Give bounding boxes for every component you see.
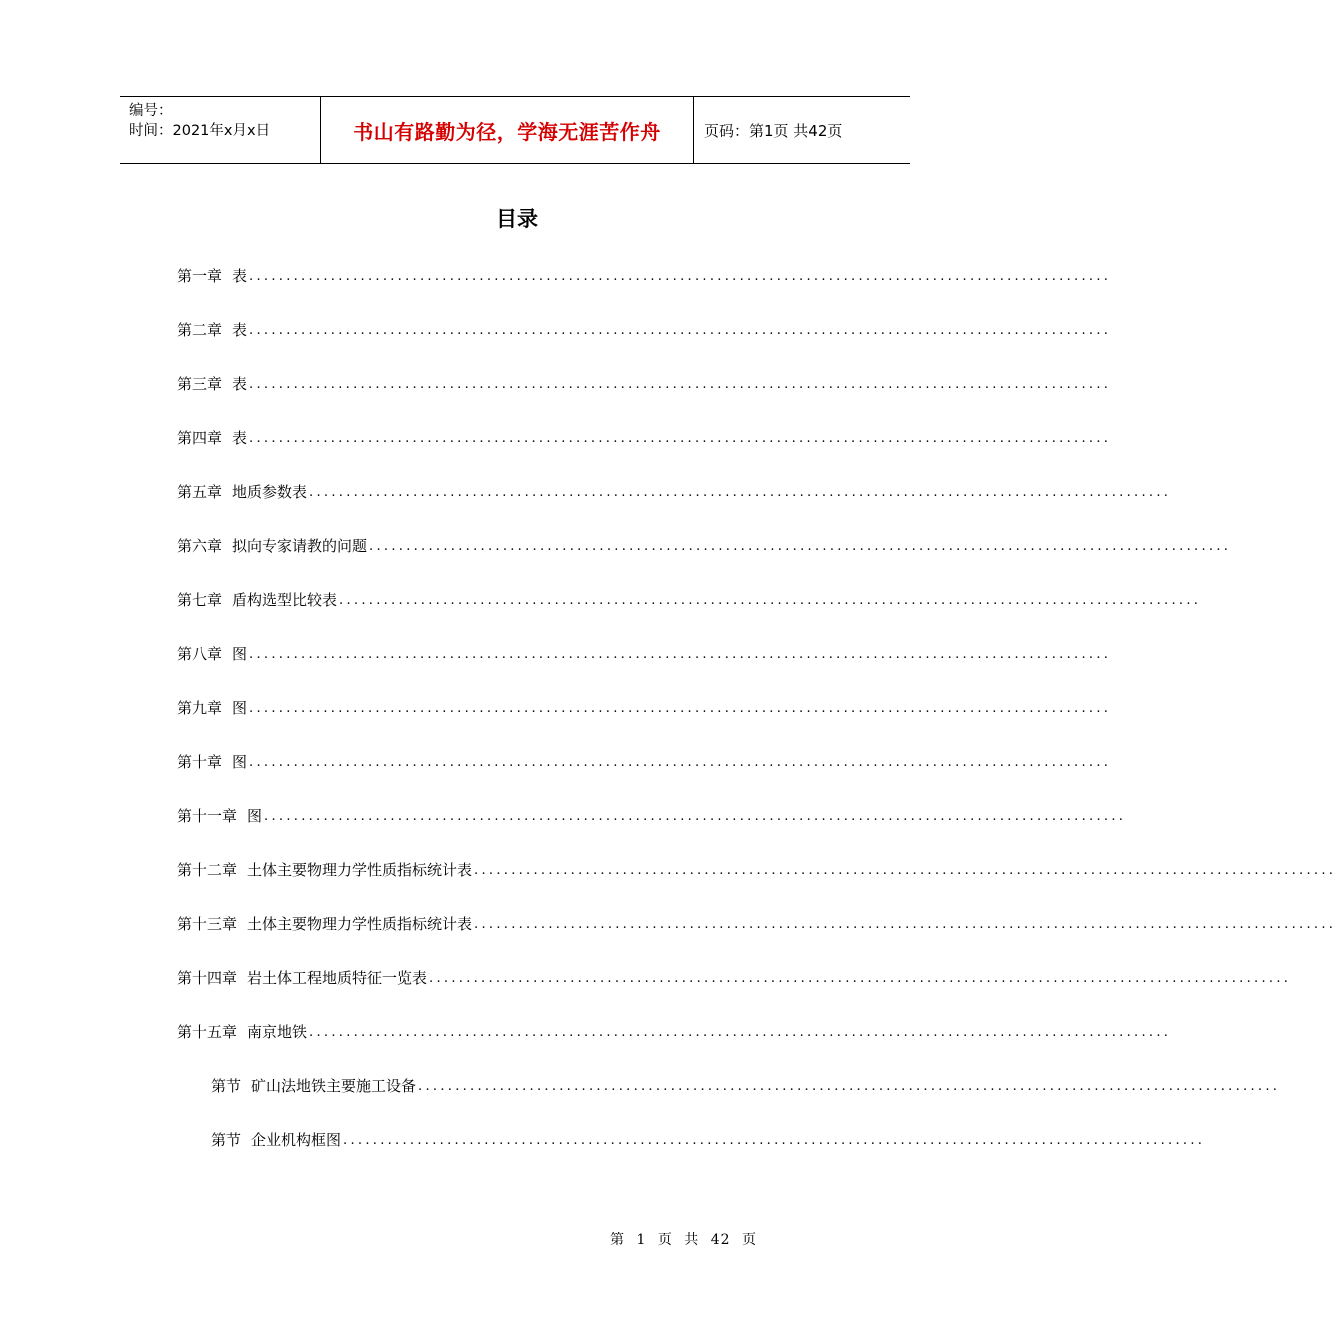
toc-item-label: 第十四章 [177, 969, 238, 987]
toc-item-label: 第二章 [177, 321, 223, 339]
document-header [120, 96, 910, 164]
toc-item-label: 第四章 [177, 429, 223, 447]
toc-subitem-text: 企业机构框图 [251, 1131, 342, 1149]
toc-leader-dots: .................................................................................................................... [309, 1025, 1172, 1040]
toc-item-text: 表 [232, 321, 248, 339]
toc-item[interactable] [177, 320, 1112, 340]
toc-item-text: 表 [232, 375, 248, 393]
toc-leader-dots: .................................................................................................................... [249, 269, 1112, 284]
toc-item-label: 第五章 [177, 483, 223, 501]
footer-total-pages: 42 [710, 1232, 731, 1248]
header-meta [120, 97, 321, 163]
toc-item[interactable] [177, 428, 1112, 448]
toc-item-label: 第七章 [177, 591, 223, 609]
toc-item-text: 表 [232, 429, 248, 447]
toc-leader-dots: .................................................................................................................... [369, 539, 1232, 554]
toc-item-text: 土体主要物理力学性质指标统计表 [247, 915, 473, 933]
toc-item-label: 第十一章 [177, 807, 238, 825]
toc-leader-dots: .................................................................................................................... [418, 1079, 1281, 1094]
toc-leader-dots: .................................................................................................................... [249, 431, 1112, 446]
page-footer [610, 1229, 763, 1249]
toc-subitem-label: 第节 [211, 1077, 242, 1095]
toc-item-label: 第十三章 [177, 915, 238, 933]
toc-item[interactable] [177, 752, 1112, 772]
toc-item[interactable] [177, 266, 1112, 286]
footer-ye-2: 页 [742, 1232, 758, 1248]
toc-title: 目录 [496, 207, 538, 231]
toc-item[interactable] [177, 374, 1112, 394]
toc-item-text: 地质参数表 [232, 483, 308, 501]
toc-item-text: 图 [232, 645, 248, 663]
toc-item-text: 图 [232, 753, 248, 771]
toc-leader-dots: .................................................................................................................... [264, 809, 1127, 824]
toc-item-label: 第六章 [177, 537, 223, 555]
toc-leader-dots: .................................................................................................................... [249, 323, 1112, 338]
toc-item[interactable] [177, 644, 1112, 664]
toc-item-text: 岩土体工程地质特征一览表 [247, 969, 428, 987]
toc-item-text: 表 [232, 267, 248, 285]
toc-item[interactable] [177, 968, 1292, 988]
toc-item[interactable] [177, 590, 1202, 610]
toc-leader-dots: .................................................................................................................... [249, 647, 1112, 662]
footer-ye: 页 [657, 1232, 673, 1248]
toc-item-text: 南京地铁 [247, 1023, 308, 1041]
toc-item-label: 第十章 [177, 753, 223, 771]
toc-item-text: 盾构选型比较表 [232, 591, 338, 609]
toc-item-label: 第三章 [177, 375, 223, 393]
toc-subitem[interactable] [211, 1130, 1206, 1150]
time-label: 时间：2021年x月x日 [129, 123, 271, 139]
toc-item[interactable] [177, 698, 1112, 718]
footer-page-number: 1 [636, 1232, 647, 1248]
toc-item[interactable] [177, 806, 1127, 826]
toc-item-text: 土体主要物理力学性质指标统计表 [247, 861, 473, 879]
toc-item-label: 第八章 [177, 645, 223, 663]
toc-item-text: 图 [247, 807, 263, 825]
toc-item-text: 拟向专家请教的问题 [232, 537, 368, 555]
toc-subitem[interactable] [211, 1076, 1281, 1096]
toc-leader-dots: .................................................................................................................... [343, 1133, 1206, 1148]
toc-subitem-text: 矿山法地铁主要施工设备 [251, 1077, 417, 1095]
footer-gong: 共 [684, 1232, 700, 1248]
header-motto: 书山有路勤为径，学海无涯苦作舟 [321, 97, 694, 163]
toc-item-label: 第一章 [177, 267, 223, 285]
toc-item-text: 图 [232, 699, 248, 717]
toc-leader-dots: .................................................................................................................... [249, 701, 1112, 716]
toc-leader-dots: .................................................................................................................... [474, 917, 1336, 932]
header-page-info: 页码：第1页 共42页 [704, 121, 843, 140]
toc-leader-dots: .................................................................................................................... [249, 755, 1112, 770]
toc-item[interactable] [177, 1022, 1172, 1042]
code-label: 编号： [129, 103, 173, 119]
toc-item-label: 第十五章 [177, 1023, 238, 1041]
toc-leader-dots: .................................................................................................................... [249, 377, 1112, 392]
toc-leader-dots: .................................................................................................................... [309, 485, 1172, 500]
toc-item[interactable] [177, 914, 1336, 934]
toc-item-label: 第九章 [177, 699, 223, 717]
toc-leader-dots: .................................................................................................................... [429, 971, 1292, 986]
toc-item[interactable] [177, 482, 1172, 502]
toc-leader-dots: .................................................................................................................... [474, 863, 1336, 878]
toc-item[interactable] [177, 536, 1232, 556]
toc-subitem-label: 第节 [211, 1131, 242, 1149]
toc-item-label: 第十二章 [177, 861, 238, 879]
footer-di: 第 [610, 1232, 625, 1248]
toc-item[interactable] [177, 860, 1336, 880]
toc-leader-dots: .................................................................................................................... [339, 593, 1202, 608]
